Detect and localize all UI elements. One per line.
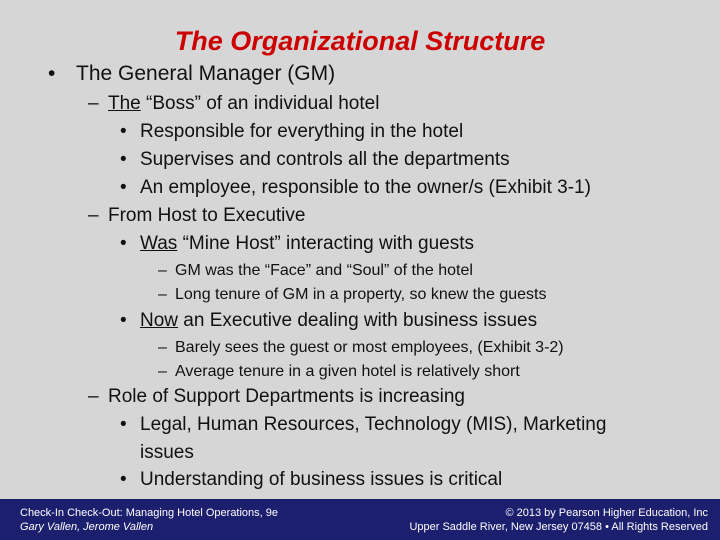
detail-long-tenure-text: Long tenure of GM in a property, so knew the guests bbox=[175, 286, 547, 303]
boss-rest: “Boss” of an individual hotel bbox=[140, 93, 380, 114]
detail-long-tenure bbox=[158, 285, 546, 305]
dash-marker: – bbox=[158, 339, 167, 356]
bullet-gm-text: The General Manager (GM) bbox=[76, 62, 336, 85]
point-responsible-text: Responsible for everything in the hotel bbox=[140, 121, 464, 142]
footer-copyright-info bbox=[348, 506, 708, 534]
sub-bullet-boss bbox=[88, 92, 379, 116]
host-to-executive-text: From Host to Executive bbox=[108, 205, 306, 226]
point-supervises bbox=[120, 148, 510, 172]
detail-average-tenure bbox=[158, 362, 520, 382]
bullet-marker: • bbox=[120, 121, 127, 142]
footer-authors: Gary Vallen, Jerome Vallen bbox=[20, 521, 154, 533]
point-understanding bbox=[120, 468, 502, 492]
bullet-marker: • bbox=[120, 414, 127, 435]
dash-marker: – bbox=[158, 286, 167, 303]
footer-book-info bbox=[20, 506, 360, 534]
sub-bullet-support-departments bbox=[88, 385, 465, 409]
dash-marker: – bbox=[88, 386, 99, 407]
support-departments-text: Role of Support Departments is increasing bbox=[108, 386, 465, 407]
point-legal-hr-text: Legal, Human Resources, Technology (MIS), Marketing bbox=[140, 414, 607, 435]
sub-bullet-boss-text bbox=[108, 93, 379, 114]
point-employee-text: An employee, responsible to the owner/s (Exhibit 3-1) bbox=[140, 177, 591, 198]
dash-marker: – bbox=[88, 205, 99, 226]
point-legal-hr-continued bbox=[140, 441, 194, 465]
bullet-marker: • bbox=[48, 62, 56, 85]
detail-barely-sees-text: Barely sees the guest or most employees, (Exhibit 3-2) bbox=[175, 339, 564, 356]
dash-marker: – bbox=[158, 363, 167, 380]
emphasis-now: Now bbox=[140, 310, 179, 331]
bullet-marker: • bbox=[120, 469, 127, 490]
point-understanding-text: Understanding of business issues is critical bbox=[140, 469, 503, 490]
bullet-marker: • bbox=[120, 149, 127, 170]
footer-address: Upper Saddle River, New Jersey 07458 • All Rights Reserved bbox=[409, 521, 708, 533]
point-employee bbox=[120, 176, 591, 200]
dash-marker: – bbox=[88, 93, 99, 114]
point-responsible bbox=[120, 120, 463, 144]
point-legal-hr bbox=[120, 413, 606, 437]
bullet-marker: • bbox=[120, 310, 127, 331]
was-rest: “Mine Host” interacting with guests bbox=[177, 233, 475, 254]
point-was bbox=[120, 232, 474, 256]
slide-title: The Organizational Structure bbox=[174, 26, 546, 56]
detail-average-tenure-text: Average tenure in a given hotel is relatively short bbox=[175, 363, 520, 380]
emphasis-was: Was bbox=[140, 233, 178, 254]
point-now bbox=[120, 309, 537, 333]
footer-copyright: © 2013 by Pearson Higher Education, Inc bbox=[505, 507, 708, 519]
point-was-text bbox=[140, 233, 474, 254]
point-now-text bbox=[140, 310, 537, 331]
detail-face-soul-text: GM was the “Face” and “Soul” of the hotel bbox=[175, 262, 473, 279]
bullet-marker: • bbox=[120, 233, 127, 254]
bullet-marker: • bbox=[120, 177, 127, 198]
now-rest: an Executive dealing with business issues bbox=[178, 310, 538, 331]
point-legal-hr-continued-text: issues bbox=[140, 442, 194, 463]
dash-marker: – bbox=[158, 262, 167, 279]
point-supervises-text: Supervises and controls all the departments bbox=[140, 149, 510, 170]
emphasis-the: The bbox=[108, 93, 141, 114]
detail-face-soul bbox=[158, 261, 473, 281]
bullet-gm bbox=[48, 62, 335, 86]
sub-bullet-host-to-executive bbox=[88, 204, 305, 228]
detail-barely-sees bbox=[158, 338, 564, 358]
footer-bar bbox=[0, 499, 720, 540]
footer-book-title: Check-In Check-Out: Managing Hotel Operations, 9e bbox=[20, 507, 279, 519]
